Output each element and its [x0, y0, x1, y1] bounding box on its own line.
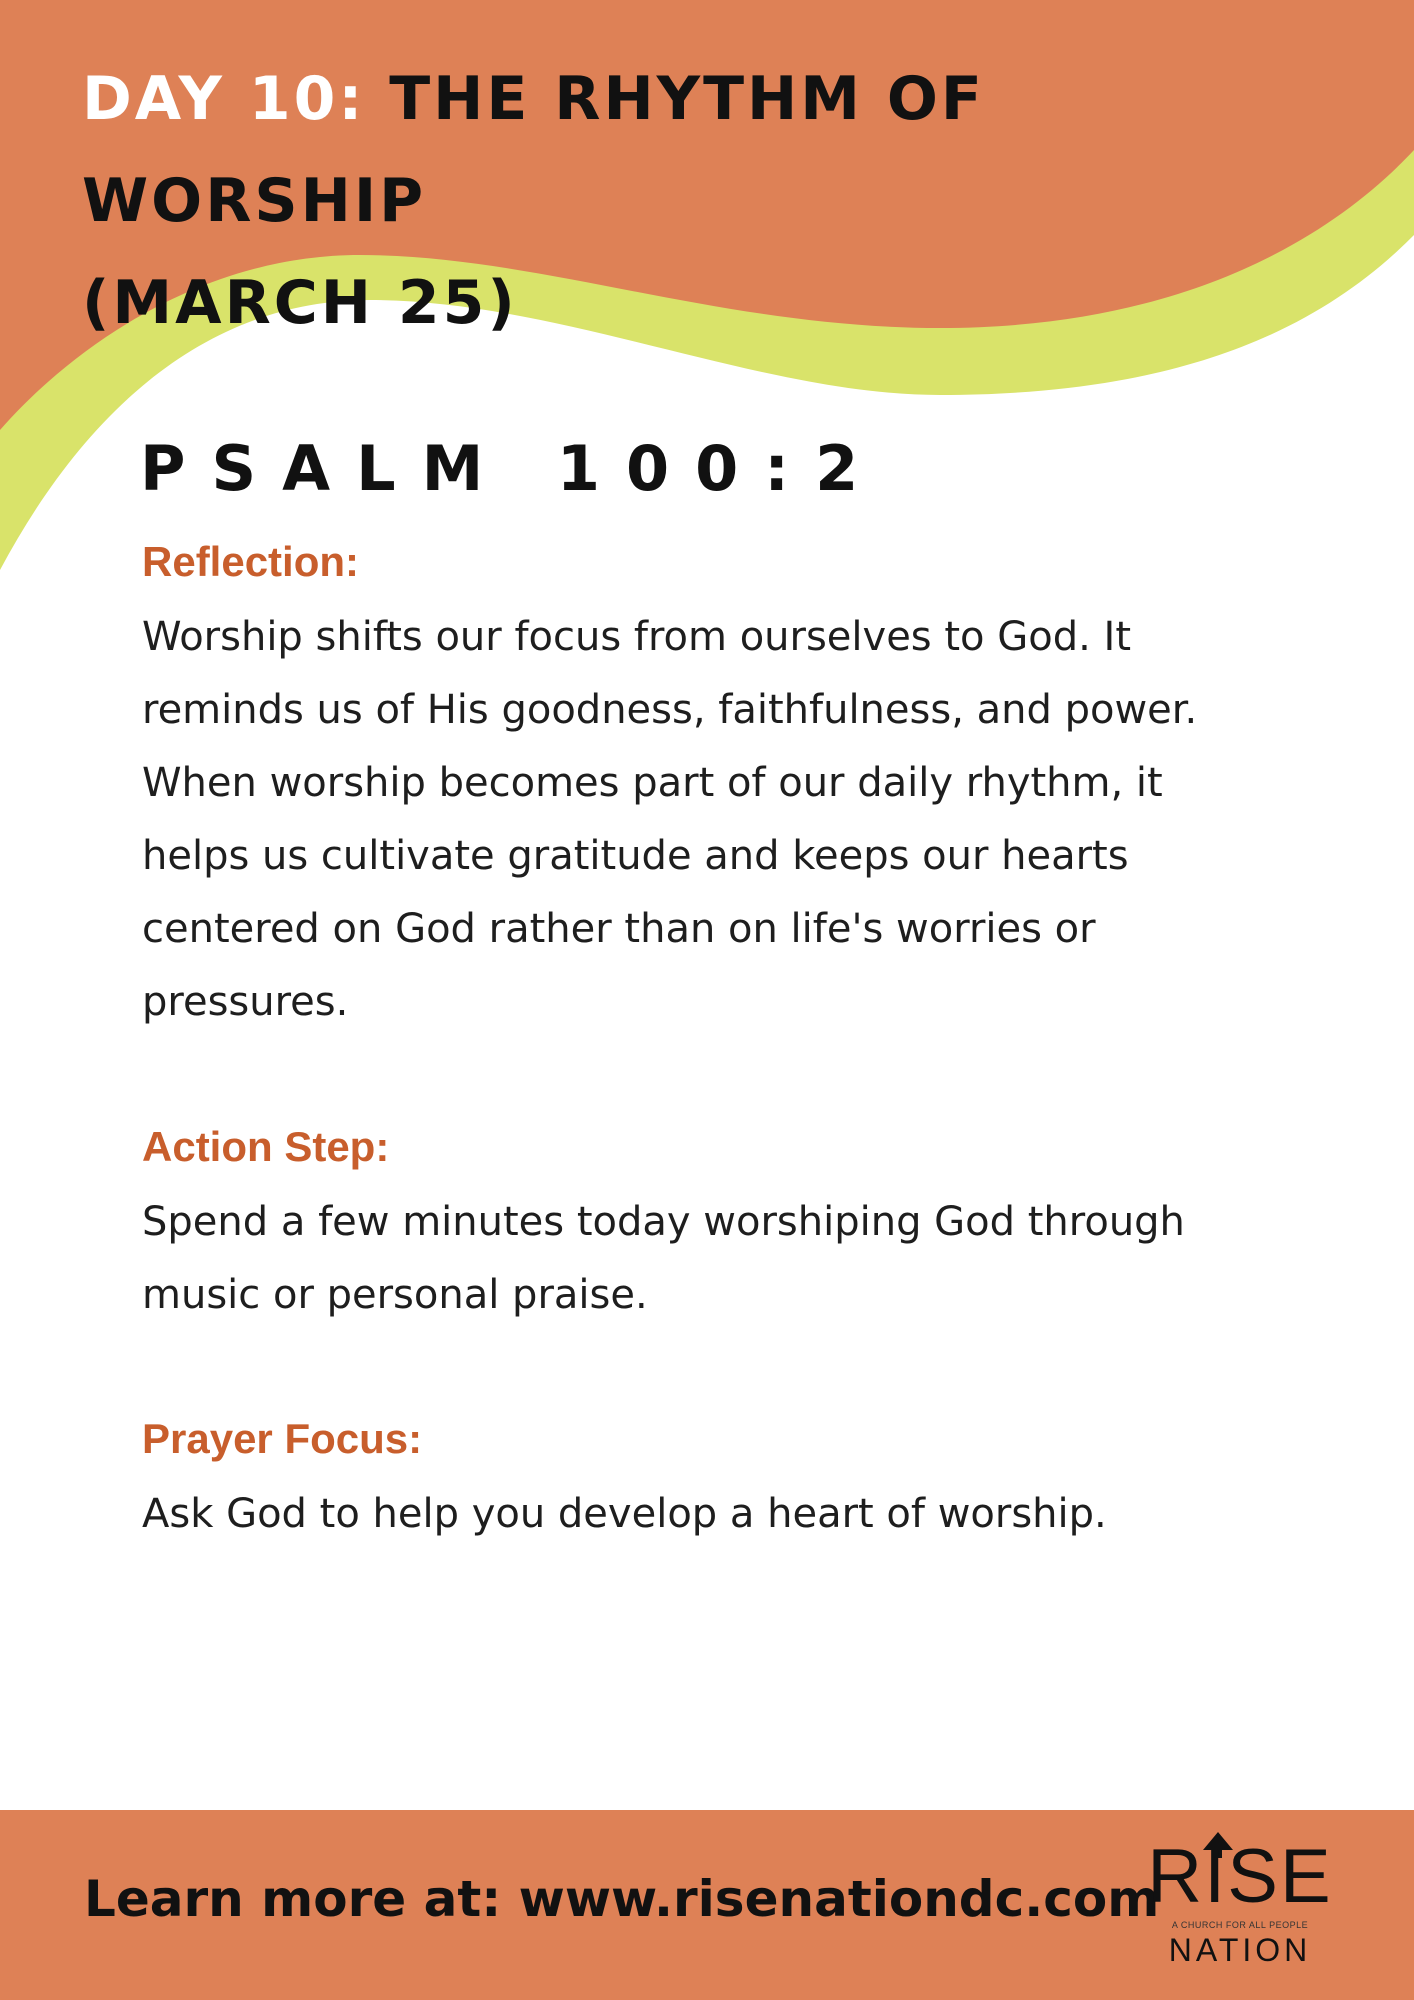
action-step-label: Action Step:	[142, 1123, 390, 1170]
prayer-focus-label: Prayer Focus:	[142, 1415, 423, 1462]
logo-tagline: A CHURCH FOR ALL PEOPLE	[1171, 1920, 1309, 1930]
title-line-1: THE RHYTHM OF WORSHIP	[82, 64, 985, 236]
reflection-label: Reflection:	[142, 538, 360, 585]
prayer-focus-body: Ask God to help you develop a heart of worship.	[142, 1491, 1107, 1537]
page-title	[82, 48, 1182, 354]
title-line-2: (MARCH 25)	[82, 268, 518, 338]
day-label: DAY 10:	[82, 64, 366, 134]
logo-wordmark: RISE	[1147, 1834, 1333, 1919]
reflection-body: Worship shifts our focus from ourselves to God. It reminds us of His goodness, faithfulness, and power. When worship becomes part of our daily rhythm, it helps us cultivate gratitude and keeps our hearts centered on God rather than on life's worries or pressures.	[142, 614, 1198, 1025]
scripture-reference: PSALM 100:2	[140, 432, 885, 505]
action-step-body: Spend a few minutes today worshiping God through music or personal praise.	[142, 1199, 1185, 1318]
footer-website-link[interactable]: Learn more at: www.risenationdc.com	[84, 1870, 1160, 1928]
logo-subword: NATION	[1168, 1932, 1312, 1968]
rise-nation-logo	[1120, 1832, 1360, 1972]
